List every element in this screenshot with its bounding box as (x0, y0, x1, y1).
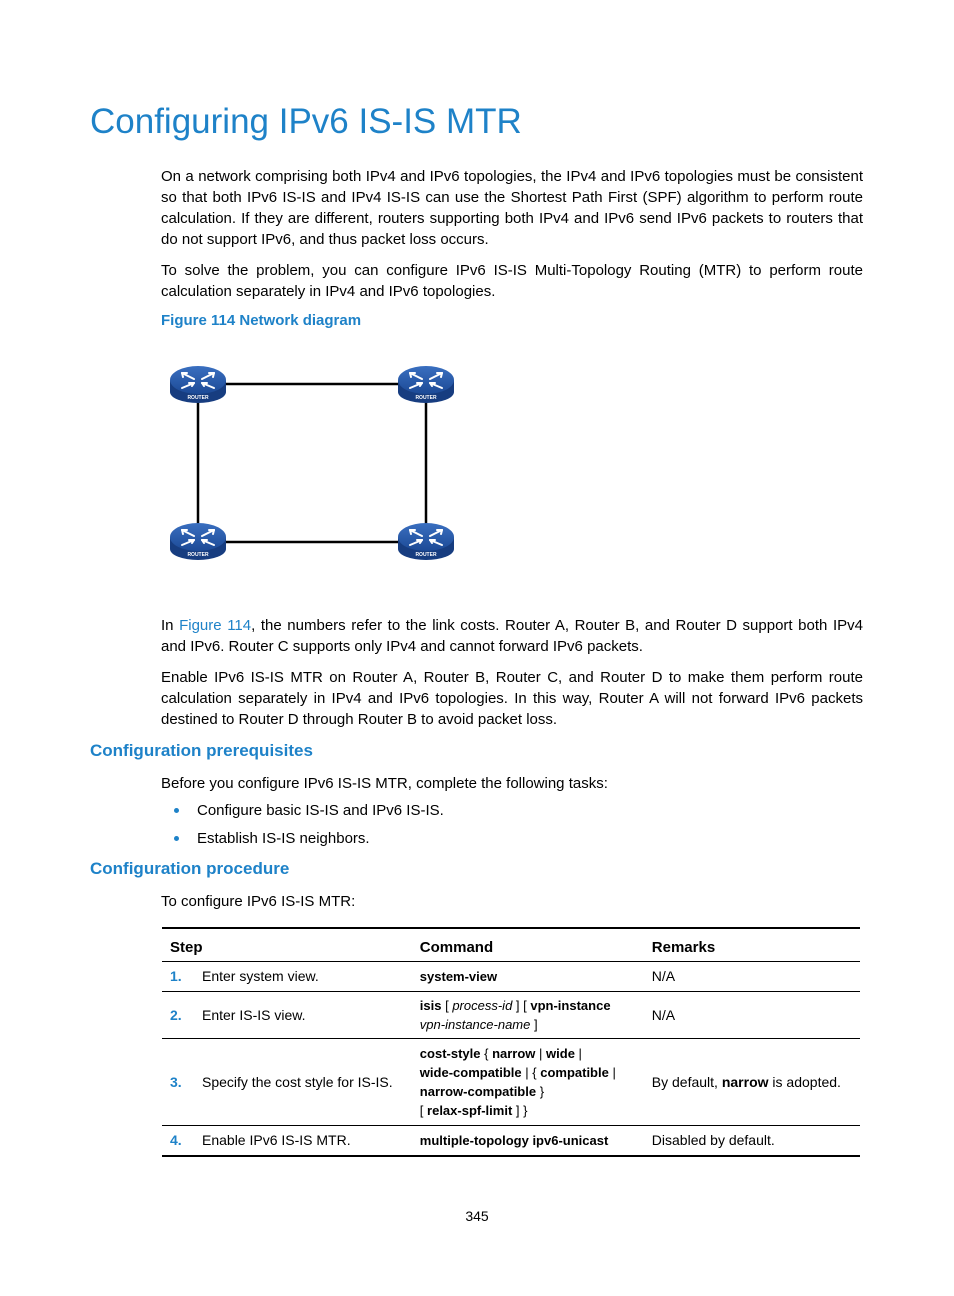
prerequisites-intro: Before you configure IPv6 IS-IS MTR, complete the following tasks: (161, 775, 608, 792)
procedure-intro: To configure IPv6 IS-IS MTR: (161, 893, 356, 910)
router-icon (170, 523, 226, 560)
command-argument: vpn-instance-name (419, 1017, 531, 1032)
step-description: Enter IS-IS view. (194, 992, 412, 1039)
table-row (162, 1039, 860, 1126)
intro-paragraph-1: On a network comprising both IPv4 and IPv6 topologies, the IPv4 and IPv6 topologies must be consistent so that both IPv6 IS-IS and IPv4 IS-IS can use the Shortest Path First (SPF) algorithm to perform route calculation. If they are different, routers supporting both IPv4 and IPv6 send IPv6 packets to routers that do not support IPv6, and thus packet loss occurs. (161, 168, 863, 248)
command-keyword: wide (546, 1046, 575, 1061)
router-label: ROUTER (187, 552, 209, 558)
step-remarks (644, 1039, 860, 1126)
table-row (162, 1126, 860, 1156)
text-span: By default, (651, 1073, 722, 1090)
step-remarks: N/A (644, 962, 860, 992)
procedure-heading: Configuration procedure (90, 859, 290, 878)
prerequisites-list (161, 800, 444, 856)
step-description: Specify the cost style for IS-IS. (194, 1039, 412, 1126)
command-keyword: multiple-topology ipv6-unicast (419, 1132, 609, 1148)
router-label: ROUTER (415, 395, 437, 401)
network-diagram (160, 355, 470, 570)
command-keyword: isis (419, 998, 442, 1013)
command-argument: process-id (452, 998, 513, 1013)
step-command: cost-style { narrow | wide | wide-compatible | { compatible | narrow-compatible } [ relax-spf-limit ] } (412, 1039, 644, 1126)
mtr-paragraph: Enable IPv6 IS-IS MTR on Router A, Router B, Router C, and Router D to make them perform route calculation separately in IPv4 and IPv6 topologies. In this way, Router A will not forward IPv6 packets destined to Router D through Router B to avoid packet loss. (161, 669, 863, 728)
command-keyword: wide-compatible (419, 1065, 522, 1080)
figure-explanation (161, 615, 863, 657)
command-keyword: system-view (419, 969, 498, 984)
list-item (161, 800, 444, 828)
text-span: narrow (721, 1073, 769, 1090)
step-number: 2. (162, 992, 194, 1039)
step-description: Enable IPv6 IS-IS MTR. (194, 1126, 412, 1156)
header-remarks: Remarks (644, 928, 860, 962)
step-remarks: N/A (644, 992, 860, 1039)
router-icon (398, 366, 454, 403)
figure-link[interactable]: Figure 114 (179, 617, 252, 634)
command-keyword: cost-style (419, 1046, 481, 1061)
command-keyword: narrow (492, 1046, 536, 1061)
step-remarks: Disabled by default. (644, 1126, 860, 1156)
step-number: 1. (162, 962, 194, 992)
router-icon (170, 366, 226, 403)
figure-caption: Figure 114 Network diagram (161, 312, 362, 329)
text-span: is adopted. (768, 1073, 841, 1090)
list-item (161, 828, 444, 856)
page-number: 345 (465, 1208, 489, 1224)
page-title: Configuring IPv6 IS-IS MTR (90, 102, 522, 141)
bullet-icon (174, 808, 179, 813)
command-keyword: narrow-compatible (419, 1084, 537, 1099)
intro-paragraph-2: To solve the problem, you can configure IPv6 IS-IS Multi-Topology Routing (MTR) to perform route calculation separately in IPv4 and IPv6 topologies. (161, 262, 863, 300)
bullet-icon (174, 836, 179, 841)
list-item-text: Establish IS-IS neighbors. (197, 830, 370, 847)
step-command (412, 1126, 644, 1156)
text-span: , the numbers refer to the link costs. Router A, Router B, and Router D support both IPv4 and IPv6. Router C supports only IPv4 and cannot forward IPv6 packets. (161, 617, 863, 655)
step-description: Enter system view. (194, 962, 412, 992)
router-label: ROUTER (415, 552, 437, 558)
list-item-text: Configure basic IS-IS and IPv6 IS-IS. (197, 802, 444, 819)
header-command: Command (412, 928, 644, 962)
prerequisites-heading: Configuration prerequisites (90, 741, 313, 760)
step-number: 4. (162, 1126, 194, 1156)
table-row (162, 992, 860, 1039)
table-header-row (162, 928, 860, 962)
table-row (162, 962, 860, 992)
router-label: ROUTER (187, 395, 209, 401)
command-keyword: relax-spf-limit (427, 1103, 513, 1118)
header-step: Step (162, 928, 412, 962)
text-span: In (161, 617, 180, 634)
step-command: isis [ process-id ] [ vpn-instance vpn-instance-name ] (412, 992, 644, 1039)
command-keyword: vpn-instance (530, 998, 611, 1013)
step-number: 3. (162, 1039, 194, 1126)
procedure-table (162, 927, 860, 1157)
router-icon (398, 523, 454, 560)
command-keyword: compatible (540, 1065, 609, 1080)
step-command (412, 962, 644, 992)
